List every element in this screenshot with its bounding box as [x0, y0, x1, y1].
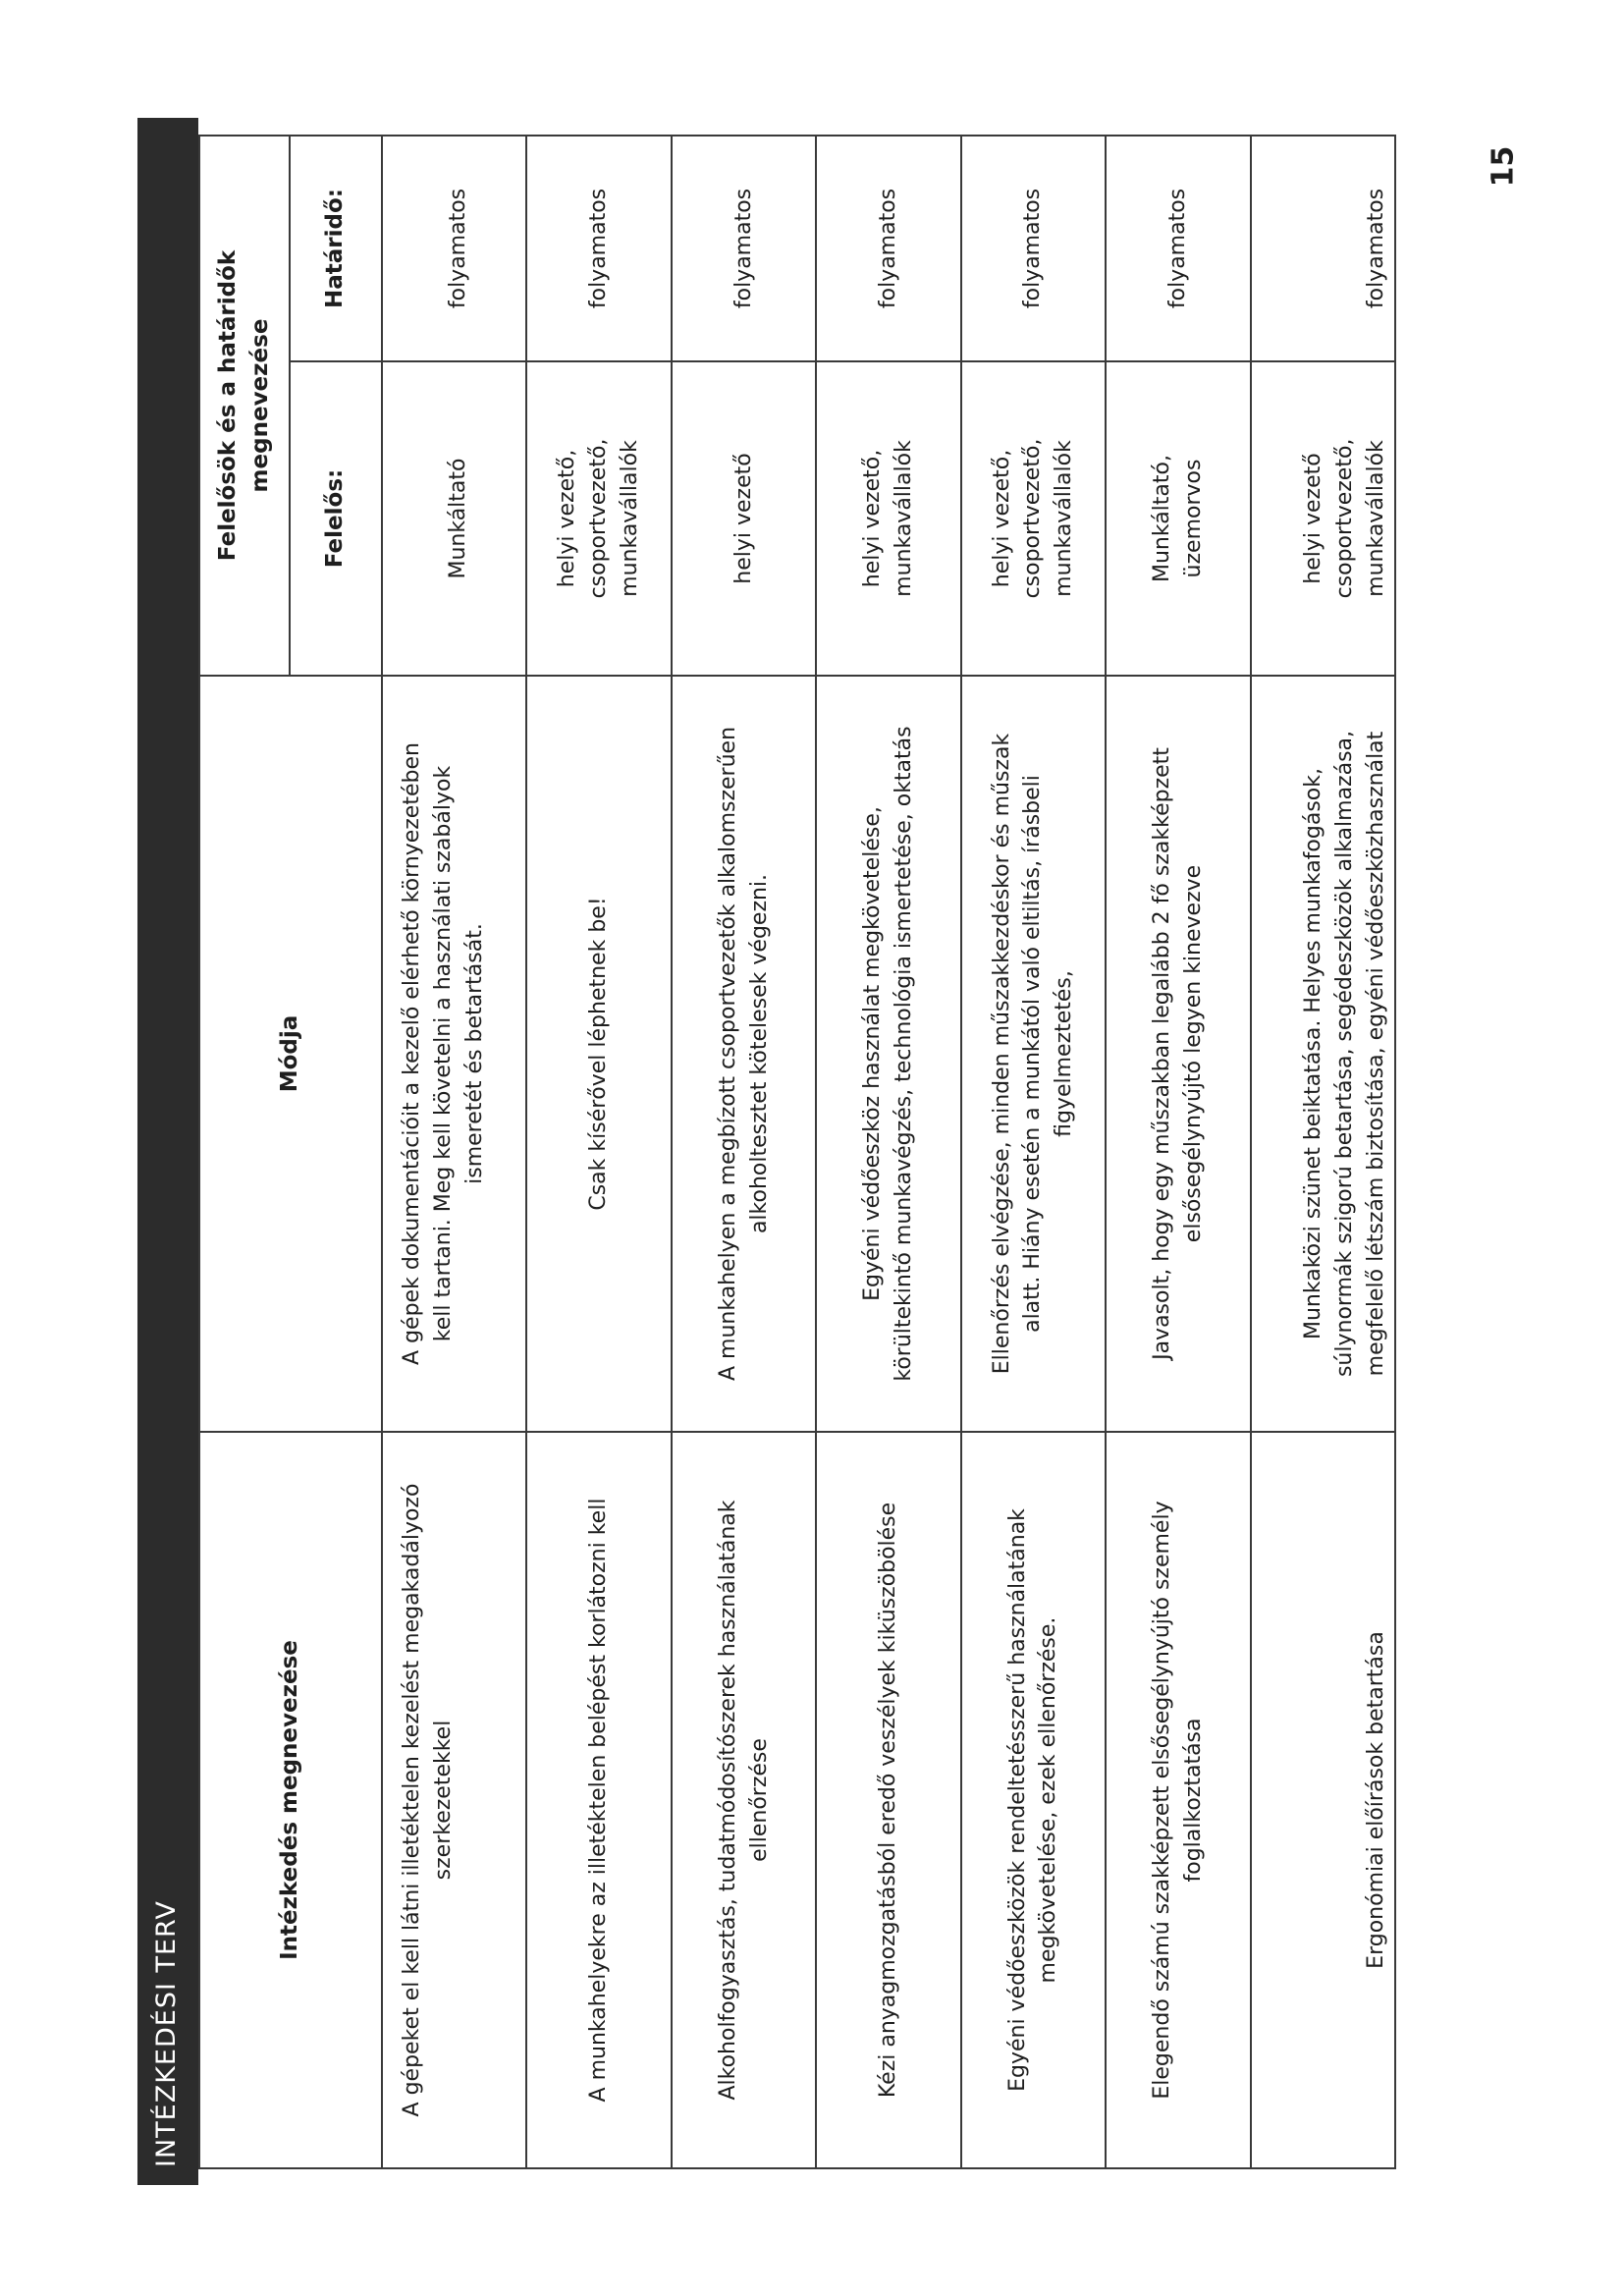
- cell-responsible: helyi vezető, csoportvezető, munkavállalók: [961, 361, 1106, 676]
- header-method: Módja: [199, 676, 382, 1432]
- cell-measure: Alkoholfogyasztás, tudatmódosítószerek használatának ellenőrzése: [672, 1432, 816, 2168]
- cell-deadline: folyamatos: [672, 136, 816, 361]
- cell-responsible: helyi vezető, munkavállalók: [816, 361, 960, 676]
- cell-method: Munkaközi szünet beiktatása. Helyes munkafogások, súlynormák szigorú betartása, segédeszközök alkalmazása, megfelelő létszám biztosítása, egyéni védőeszközhasználat: [1251, 676, 1395, 1432]
- header-measure: Intézkedés megnevezése: [199, 1432, 382, 2168]
- header-deadline: Határidő:: [290, 136, 382, 361]
- rotated-table-container: [137, 118, 1399, 2185]
- cell-method: A munkahelyen a megbízott csoportvezetők alkalomszerűen alkoholtesztet kötelesek végezni.: [672, 676, 816, 1432]
- cell-method: Csak kísérővel léphetnek be!: [526, 676, 671, 1432]
- table-row: [1251, 136, 1395, 2168]
- table-row: [382, 136, 526, 2168]
- cell-method: Ellenőrzés elvégzése, minden műszakkezdéskor és műszak alatt. Hiány esetén a munkától való eltiltás, írásbeli figyelmeztetés,: [961, 676, 1106, 1432]
- cell-method: A gépek dokumentációit a kezelő elérhető környezetében kell tartani. Meg kell követelni a használati szabályok ismeretét és betartását.: [382, 676, 526, 1432]
- section-title: INTÉZKEDÉSI TERV: [151, 1900, 182, 2167]
- header-responsible: Felelős:: [290, 361, 382, 676]
- table-row: [961, 136, 1106, 2168]
- cell-measure: Elegendő számú szakképzett elsősegélynyújtó személy foglalkoztatása: [1106, 1432, 1250, 2168]
- cell-measure: Kézi anyagmozgatásból eredő veszélyek kiküszöbölése: [816, 1432, 960, 2168]
- cell-responsible: helyi vezető csoportvezető, munkavállalók: [1251, 361, 1395, 676]
- cell-measure: A munkahelyekre az illetéktelen belépést korlátozni kell: [526, 1432, 671, 2168]
- action-plan-table: [198, 135, 1396, 2169]
- cell-responsible: helyi vezető: [672, 361, 816, 676]
- cell-deadline: folyamatos: [816, 136, 960, 361]
- cell-responsible: Munkáltató: [382, 361, 526, 676]
- cell-method: Egyéni védőeszköz használat megkövetelése, körültekintő munkavégzés, technológia ismertetése, oktatás: [816, 676, 960, 1432]
- cell-deadline: folyamatos: [382, 136, 526, 361]
- cell-deadline: folyamatos: [1106, 136, 1250, 361]
- table-row: [526, 136, 671, 2168]
- header-responsible-group: Felelősök és a határidők megnevezése: [199, 136, 290, 676]
- page-number: 15: [1486, 145, 1521, 188]
- table-row: [672, 136, 816, 2168]
- cell-measure: Ergonómiai előírások betartása: [1251, 1432, 1395, 2168]
- cell-deadline: folyamatos: [1251, 136, 1395, 361]
- header-row: [199, 136, 290, 2168]
- cell-method: Javasolt, hogy egy műszakban legalább 2 fő szakképzett elsősegélynyújtó legyen kinevezve: [1106, 676, 1250, 1432]
- cell-deadline: folyamatos: [526, 136, 671, 361]
- cell-responsible: Munkáltató, üzemorvos: [1106, 361, 1250, 676]
- cell-measure: Egyéni védőeszközök rendeltetésszerű használatának megkövetelése, ezek ellenőrzése.: [961, 1432, 1106, 2168]
- cell-responsible: helyi vezető, csoportvezető, munkavállalók: [526, 361, 671, 676]
- table-row: [1106, 136, 1250, 2168]
- cell-deadline: folyamatos: [961, 136, 1106, 361]
- table-row: [816, 136, 960, 2168]
- section-banner: [137, 118, 198, 2185]
- cell-measure: A gépeket el kell látni illetéktelen kezelést megakadályozó szerkezetekkel: [382, 1432, 526, 2168]
